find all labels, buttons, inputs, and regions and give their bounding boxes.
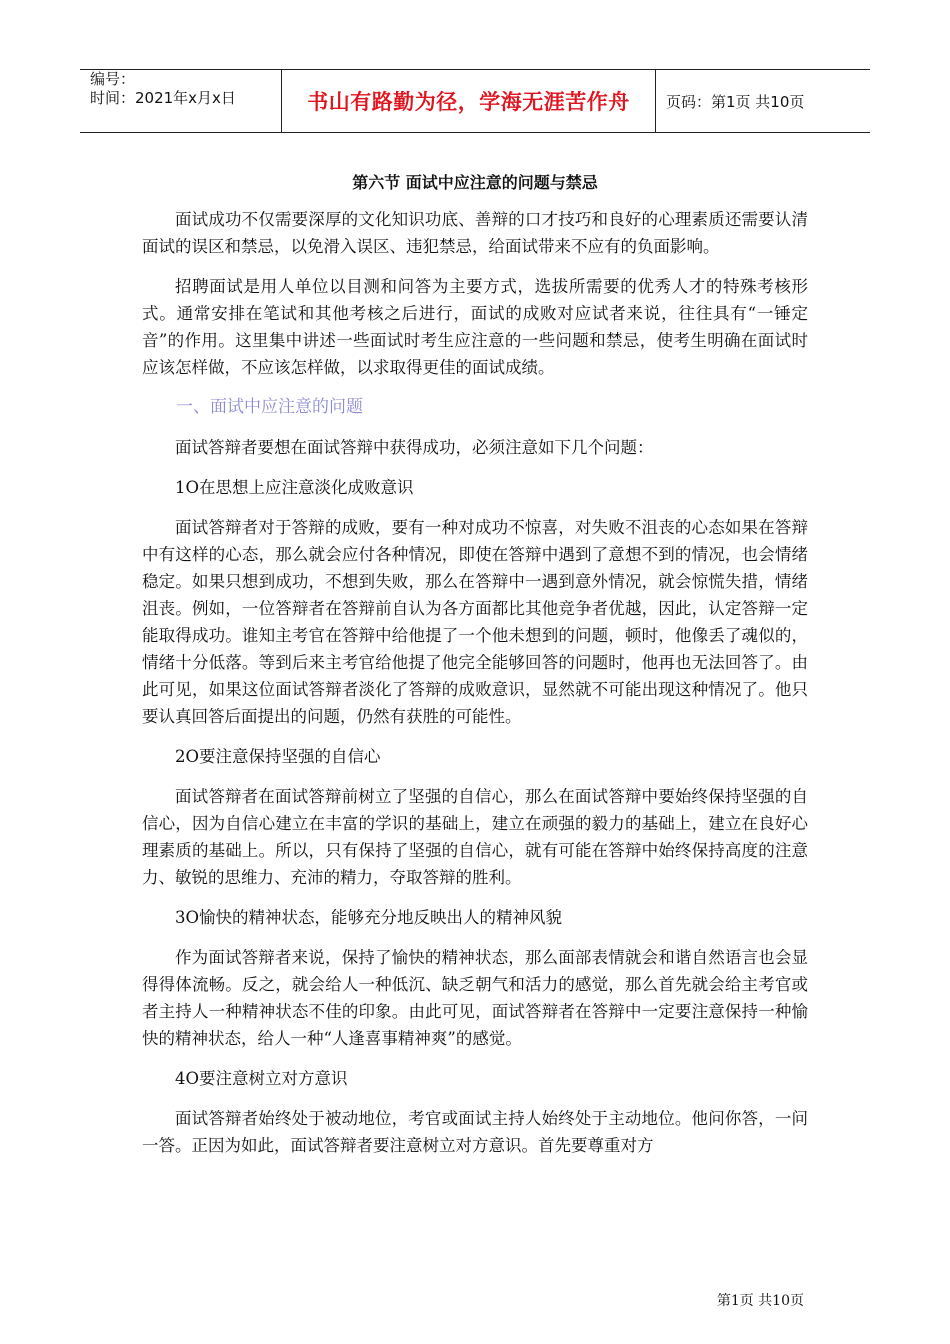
header-page-info: 页码：第1页 共10页 — [666, 92, 805, 111]
point-heading: 1O在思想上应注意淡化成败意识 — [175, 478, 414, 497]
paragraph: 面试成功不仅需要深厚的文化知识功底、善辩的口才技巧和良好的心理素质还需要认清面试的误区和禁忌，以免滑入误区、违犯禁忌，给面试带来不应有的负面影响。 — [142, 210, 808, 256]
paragraph: 招聘面试是用人单位以目测和问答为主要方式，选拔所需要的优秀人才的特殊考核形式。通常安排在笔试和其他考核之后进行，面试的成败对应试者来说，往往具有“一锤定音”的作用。这里集中讲述一些面试时考生应注意的一些问题和禁忌，使考生明确在面试时应该怎样做，不应该怎样做，以求取得更佳的面试成绩。 — [142, 277, 808, 377]
section-title: 第六节 面试中应注意的问题与禁忌 — [352, 173, 598, 192]
paragraph: 面试答辩者要想在面试答辩中获得成功，必须注意如下几个问题： — [175, 438, 654, 457]
document-body — [142, 206, 808, 1172]
paragraph: 面试答辩者对于答辩的成败，要有一种对成功不惊喜，对失败不沮丧的心态如果在答辩中有这样的心态，那么就会应付各种情况，即使在答辩中遇到了意想不到的情况，也会情绪稳定。如果只想到成功，不想到失败，那么在答辩中一遇到意外情况，就会惊慌失措，情绪沮丧。例如，一位答辩者在答辩前自认为各方面都比其他竞争者优越，因此，认定答辩一定能取得成功。谁知主考官在答辩中给他提了一个他未想到的问题，顿时，他像丢了魂似的，情绪十分低落。等到后来主考官给他提了他完全能够回答的问题时，他再也无法回答了。由此可见，如果这位面试答辩者淡化了答辩的成败意识，显然就不可能出现这种情况了。他只要认真回答后面提出的问题，仍然有获胜的可能性。 — [142, 518, 808, 726]
paragraph: 面试答辩者始终处于被动地位，考官或面试主持人始终处于主动地位。他问你答，一问一答。正因为如此，面试答辩者要注意树立对方意识。首先要尊重对方 — [142, 1109, 808, 1155]
paragraph: 作为面试答辩者来说，保持了愉快的精神状态，那么面部表情就会和谐自然语言也会显得得体流畅。反之，就会给人一种低沉、缺乏朝气和活力的感觉，那么首先就会给主考官或者主持人一种精神状态不佳的印象。由此可见，面试答辩者在答辩中一定要注意保持一种愉快的精神状态，给人一种“人逢喜事精神爽”的感觉。 — [142, 948, 808, 1048]
page-footer: 第1页 共10页 — [716, 1293, 804, 1309]
document-number-label: 编号： — [90, 70, 136, 88]
header-table — [80, 69, 870, 133]
paragraph: 面试答辩者在面试答辩前树立了坚强的自信心，那么在面试答辩中要始终保持坚强的自信心，因为自信心建立在丰富的学识的基础上，建立在顽强的毅力的基础上，建立在良好心理素质的基础上。所以，只有保持了坚强的自信心，就有可能在答辩中始终保持高度的注意力、敏锐的思维力、充沛的精力，夺取答辩的胜利。 — [142, 787, 808, 887]
header-motto: 书山有路勤为径，学海无涯苦作舟 — [307, 90, 630, 114]
point-heading: 4O要注意树立对方意识 — [175, 1069, 348, 1088]
point-heading: 3O愉快的精神状态，能够充分地反映出人的精神风貌 — [175, 908, 563, 927]
subsection-heading: 一、面试中应注意的问题 — [176, 397, 363, 417]
point-heading: 2O要注意保持坚强的自信心 — [175, 747, 381, 766]
header-divider — [655, 70, 656, 132]
document-time-label: 时间：2021年x月x日 — [90, 89, 236, 107]
